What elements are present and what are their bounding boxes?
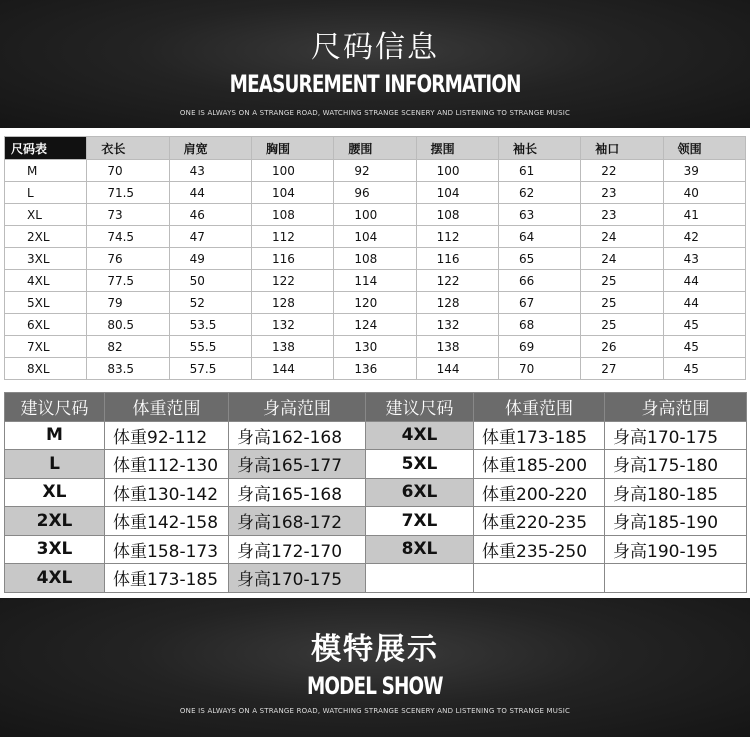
size-value-cell: 69 xyxy=(498,336,580,358)
size-row xyxy=(5,270,746,292)
size-col-header: 衣长 xyxy=(87,137,169,160)
recommendation-row xyxy=(5,450,747,479)
recommended-size-cell xyxy=(366,564,474,593)
size-label-cell: 2XL xyxy=(5,226,87,248)
size-label-cell: L xyxy=(5,182,87,204)
model-show-banner xyxy=(0,598,750,737)
size-value-cell: 132 xyxy=(416,314,498,336)
size-col-header: 胸围 xyxy=(251,137,333,160)
recommendation-row xyxy=(5,421,747,450)
size-value-cell: 104 xyxy=(416,182,498,204)
size-value-cell: 100 xyxy=(334,204,416,226)
weight-range-cell xyxy=(474,564,605,593)
size-value-cell: 70 xyxy=(498,358,580,380)
size-value-cell: 100 xyxy=(251,160,333,182)
weight-range-cell: 体重130-142 xyxy=(105,478,229,507)
weight-range-cell: 体重158-173 xyxy=(105,535,229,564)
size-row xyxy=(5,182,746,204)
height-range-cell: 身高172-170 xyxy=(229,535,366,564)
size-value-cell: 27 xyxy=(581,358,663,380)
header-title-zh: 尺码信息 xyxy=(311,30,439,65)
size-value-cell: 96 xyxy=(334,182,416,204)
size-label-cell: 8XL xyxy=(5,358,87,380)
size-value-cell: 104 xyxy=(251,182,333,204)
size-value-cell: 100 xyxy=(416,160,498,182)
footer-tagline: ONE IS ALWAYS ON A STRANGE ROAD, WATCHING STRANGE SCENERY AND LISTENING TO STRANGE MUSIC xyxy=(179,707,571,715)
size-table-header xyxy=(5,137,746,160)
size-value-cell: 44 xyxy=(663,270,745,292)
size-value-cell: 62 xyxy=(498,182,580,204)
size-row xyxy=(5,226,746,248)
size-value-cell: 61 xyxy=(498,160,580,182)
size-row xyxy=(5,358,746,380)
recommended-size-cell: 2XL xyxy=(5,507,105,536)
size-label-cell: 4XL xyxy=(5,270,87,292)
recommended-size-cell: 7XL xyxy=(366,507,474,536)
size-value-cell: 44 xyxy=(663,292,745,314)
size-value-cell: 112 xyxy=(251,226,333,248)
size-value-cell: 144 xyxy=(251,358,333,380)
size-value-cell: 64 xyxy=(498,226,580,248)
weight-range-cell: 体重200-220 xyxy=(474,478,605,507)
size-value-cell: 42 xyxy=(663,226,745,248)
weight-range-cell: 体重235-250 xyxy=(474,535,605,564)
recommended-size-cell: XL xyxy=(5,478,105,507)
recommended-size-cell: 3XL xyxy=(5,535,105,564)
size-label-cell: 6XL xyxy=(5,314,87,336)
size-value-cell: 40 xyxy=(663,182,745,204)
size-value-cell: 70 xyxy=(87,160,169,182)
size-value-cell: 138 xyxy=(251,336,333,358)
height-range-cell xyxy=(605,564,747,593)
weight-range-cell: 体重112-130 xyxy=(105,450,229,479)
size-value-cell: 50 xyxy=(169,270,251,292)
size-row xyxy=(5,248,746,270)
footer-title-zh: 模特展示 xyxy=(311,632,439,667)
size-value-cell: 68 xyxy=(498,314,580,336)
size-label-cell: M xyxy=(5,160,87,182)
size-col-header: 肩宽 xyxy=(169,137,251,160)
size-value-cell: 39 xyxy=(663,160,745,182)
size-value-cell: 26 xyxy=(581,336,663,358)
height-range-cell: 身高168-172 xyxy=(229,507,366,536)
size-value-cell: 122 xyxy=(416,270,498,292)
weight-range-cell: 体重142-158 xyxy=(105,507,229,536)
size-value-cell: 79 xyxy=(87,292,169,314)
recommendation-table xyxy=(4,392,747,593)
size-row xyxy=(5,204,746,226)
recommendation-col-header: 建议尺码 xyxy=(5,393,105,422)
size-value-cell: 45 xyxy=(663,314,745,336)
height-range-cell: 身高162-168 xyxy=(229,421,366,450)
size-value-cell: 124 xyxy=(334,314,416,336)
size-label-cell: 5XL xyxy=(5,292,87,314)
size-label-cell: 7XL xyxy=(5,336,87,358)
recommendation-col-header: 体重范围 xyxy=(105,393,229,422)
size-value-cell: 45 xyxy=(663,336,745,358)
size-chart xyxy=(4,136,746,380)
size-value-cell: 25 xyxy=(581,314,663,336)
size-value-cell: 49 xyxy=(169,248,251,270)
size-value-cell: 114 xyxy=(334,270,416,292)
recommendation-col-header: 身高范围 xyxy=(229,393,366,422)
height-range-cell: 身高170-175 xyxy=(229,564,366,593)
size-value-cell: 122 xyxy=(251,270,333,292)
size-value-cell: 23 xyxy=(581,182,663,204)
size-value-cell: 104 xyxy=(334,226,416,248)
recommended-size-cell: 4XL xyxy=(366,421,474,450)
size-col-header: 领围 xyxy=(663,137,745,160)
size-col-header: 袖口 xyxy=(581,137,663,160)
size-row xyxy=(5,336,746,358)
recommendation-row xyxy=(5,507,747,536)
footer-title-en: MODEL SHOW xyxy=(307,672,443,700)
recommendation-col-header: 身高范围 xyxy=(605,393,747,422)
recommended-size-cell: 4XL xyxy=(5,564,105,593)
recommendation-col-header: 建议尺码 xyxy=(366,393,474,422)
size-value-cell: 108 xyxy=(334,248,416,270)
size-value-cell: 74.5 xyxy=(87,226,169,248)
weight-range-cell: 体重220-235 xyxy=(474,507,605,536)
recommended-size-cell: 5XL xyxy=(366,450,474,479)
size-value-cell: 116 xyxy=(251,248,333,270)
size-row xyxy=(5,292,746,314)
weight-range-cell: 体重92-112 xyxy=(105,421,229,450)
recommended-size-cell: M xyxy=(5,421,105,450)
size-value-cell: 57.5 xyxy=(169,358,251,380)
size-value-cell: 63 xyxy=(498,204,580,226)
size-value-cell: 82 xyxy=(87,336,169,358)
size-value-cell: 71.5 xyxy=(87,182,169,204)
size-value-cell: 25 xyxy=(581,292,663,314)
size-value-cell: 128 xyxy=(251,292,333,314)
height-range-cell: 身高175-180 xyxy=(605,450,747,479)
height-range-cell: 身高165-177 xyxy=(229,450,366,479)
height-range-cell: 身高170-175 xyxy=(605,421,747,450)
size-value-cell: 116 xyxy=(416,248,498,270)
size-value-cell: 52 xyxy=(169,292,251,314)
header-banner xyxy=(0,0,750,128)
size-value-cell: 144 xyxy=(416,358,498,380)
header-tagline: ONE IS ALWAYS ON A STRANGE ROAD, WATCHING STRANGE SCENERY AND LISTENING TO STRANGE MUSIC xyxy=(179,109,571,117)
size-value-cell: 23 xyxy=(581,204,663,226)
weight-range-cell: 体重173-185 xyxy=(105,564,229,593)
size-value-cell: 41 xyxy=(663,204,745,226)
height-range-cell: 身高165-168 xyxy=(229,478,366,507)
size-value-cell: 132 xyxy=(251,314,333,336)
size-value-cell: 24 xyxy=(581,248,663,270)
size-col-header: 袖长 xyxy=(498,137,580,160)
size-value-cell: 83.5 xyxy=(87,358,169,380)
size-value-cell: 66 xyxy=(498,270,580,292)
recommendation-row xyxy=(5,478,747,507)
recommendation-col-header: 体重范围 xyxy=(474,393,605,422)
size-value-cell: 55.5 xyxy=(169,336,251,358)
size-table xyxy=(4,136,746,380)
size-row xyxy=(5,160,746,182)
size-value-cell: 22 xyxy=(581,160,663,182)
height-range-cell: 身高180-185 xyxy=(605,478,747,507)
size-value-cell: 24 xyxy=(581,226,663,248)
size-col-header: 尺码表 xyxy=(5,137,87,160)
size-label-cell: 3XL xyxy=(5,248,87,270)
size-value-cell: 138 xyxy=(416,336,498,358)
weight-range-cell: 体重185-200 xyxy=(474,450,605,479)
size-value-cell: 77.5 xyxy=(87,270,169,292)
size-value-cell: 112 xyxy=(416,226,498,248)
size-value-cell: 45 xyxy=(663,358,745,380)
size-value-cell: 92 xyxy=(334,160,416,182)
size-col-header: 腰围 xyxy=(334,137,416,160)
size-value-cell: 76 xyxy=(87,248,169,270)
size-row xyxy=(5,314,746,336)
header-title-en: MEASUREMENT INFORMATION xyxy=(229,70,521,98)
size-value-cell: 43 xyxy=(663,248,745,270)
size-value-cell: 136 xyxy=(334,358,416,380)
recommendation-header xyxy=(5,393,747,422)
size-label-cell: XL xyxy=(5,204,87,226)
size-value-cell: 44 xyxy=(169,182,251,204)
size-value-cell: 80.5 xyxy=(87,314,169,336)
size-value-cell: 128 xyxy=(416,292,498,314)
recommended-size-cell: L xyxy=(5,450,105,479)
recommended-size-cell: 6XL xyxy=(366,478,474,507)
size-value-cell: 47 xyxy=(169,226,251,248)
size-value-cell: 46 xyxy=(169,204,251,226)
size-value-cell: 108 xyxy=(251,204,333,226)
size-value-cell: 43 xyxy=(169,160,251,182)
size-value-cell: 120 xyxy=(334,292,416,314)
weight-range-cell: 体重173-185 xyxy=(474,421,605,450)
size-value-cell: 53.5 xyxy=(169,314,251,336)
size-value-cell: 130 xyxy=(334,336,416,358)
size-value-cell: 67 xyxy=(498,292,580,314)
size-value-cell: 25 xyxy=(581,270,663,292)
size-value-cell: 108 xyxy=(416,204,498,226)
size-value-cell: 73 xyxy=(87,204,169,226)
recommendation-row xyxy=(5,535,747,564)
size-value-cell: 65 xyxy=(498,248,580,270)
recommended-size-cell: 8XL xyxy=(366,535,474,564)
recommendation-row xyxy=(5,564,747,593)
recommendation-chart xyxy=(4,392,746,593)
height-range-cell: 身高190-195 xyxy=(605,535,747,564)
size-col-header: 摆围 xyxy=(416,137,498,160)
height-range-cell: 身高185-190 xyxy=(605,507,747,536)
